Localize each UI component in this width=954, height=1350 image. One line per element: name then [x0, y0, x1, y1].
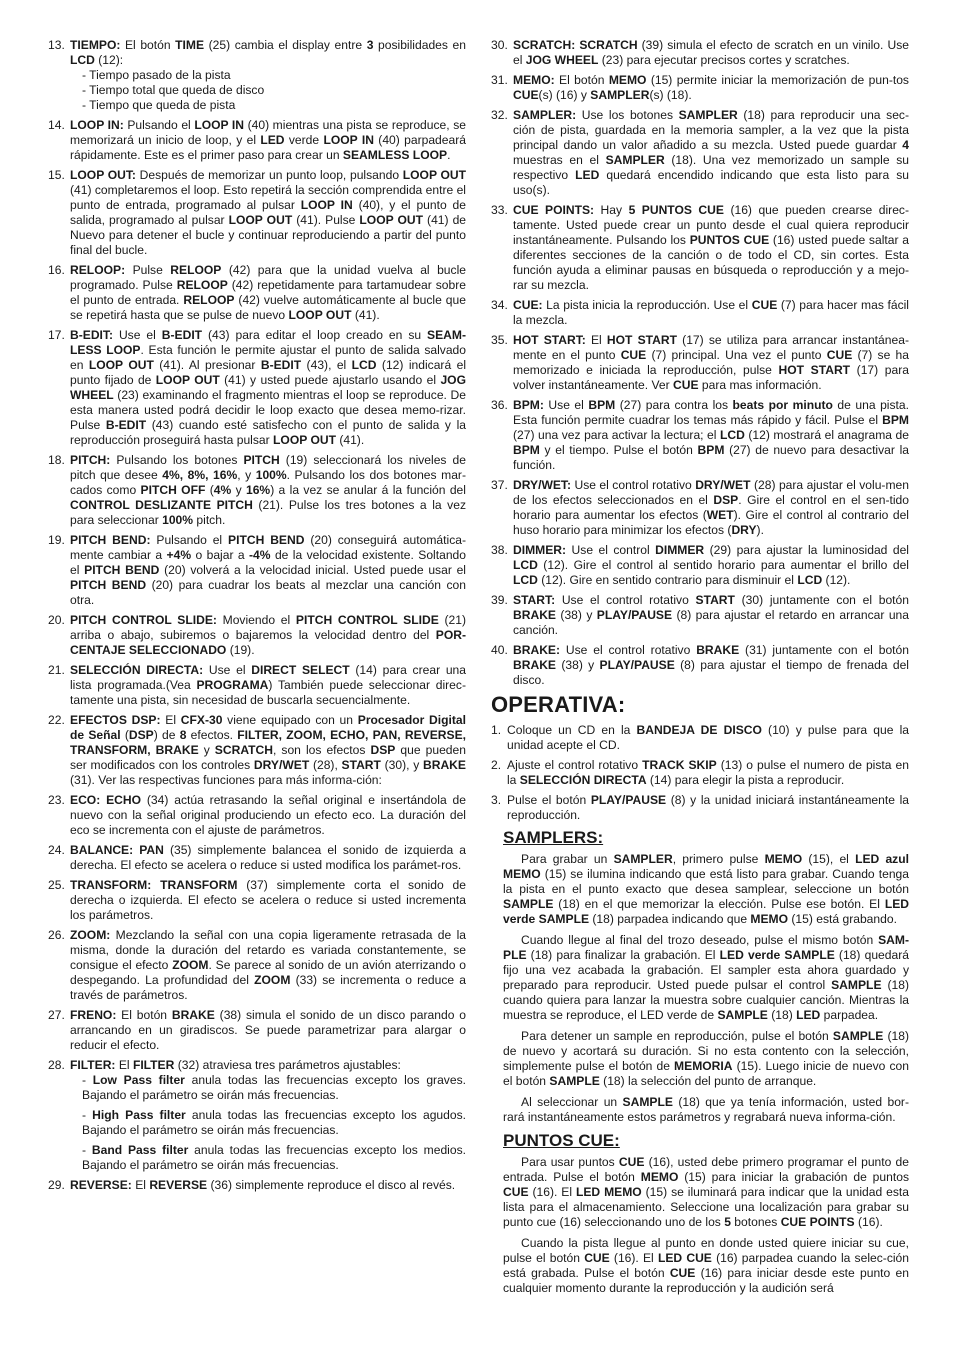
item-number: 28.	[48, 1058, 65, 1072]
item-number: 26.	[48, 928, 65, 942]
item-text: PITCH CONTROL SLIDE: Moviendo el PITCH CONTROL SLIDE (21) arriba o abajo, subiremos o bajaremos la velocidad dentro del POR-CENTAJE SELECCIONADO (19).	[70, 613, 467, 657]
numbered-item	[48, 168, 466, 258]
item-text: Coloque un CD en la BANDEJA DE DISCO (10) y pulse para que la unidad acepte el CD.	[507, 723, 910, 752]
cue-heading: PUNTOS CUE:	[503, 1131, 620, 1150]
item-text: PITCH: Pulsando los botones PITCH (19) seleccionará los niveles de pitch que desee 4%, 8%, 16%, y 100%. Pulsando los dos botones mar-cados como PITCH OFF (4% y 16%) a la vez se anular á la función del CONTROL DESLIZANTE PITCH (21). Pulse los tres botones a la vez para seleccionar 100% pitch.	[70, 453, 466, 527]
item-text: HOT START: El HOT START (17) se utiliza para arrancar instantánea-mente en el punto CUE (7) principal. Una vez el punto CUE (7) se ha memorizado e iniciada la reproducción, pulse HOT START (17) para volver instantáneamente. Ver CUE para mas información.	[513, 333, 909, 392]
item-text: MEMO: El botón MEMO (15) permite iniciar la memorización de pun-tos CUE(s) (16) y SAMPLER(s) (18).	[513, 73, 909, 102]
numbered-item	[48, 263, 466, 323]
item-number: 22.	[48, 713, 65, 727]
cue-section	[491, 1155, 909, 1296]
samplers-section	[491, 852, 909, 1125]
item-number: 1.	[491, 723, 502, 737]
numbered-item	[491, 73, 909, 103]
numbered-item	[48, 453, 466, 528]
item-number: 17.	[48, 328, 65, 342]
item-text: FILTER: El FILTER (32) atraviesa tres parámetros ajustables:	[70, 1058, 401, 1072]
item-number: 2.	[491, 758, 502, 772]
item-number: 30.	[491, 38, 508, 52]
paragraph: Para grabar un SAMPLER, primero pulse MEMO (15), el LED azul MEMO (15) se ilumina indicando que está listo para grabar. Cuando tenga la pista en el punto exacto que desea samplear, seleccione un botón SAMPLE (18) en el que memorizar la elección. Pulse ese botón. El LED verde SAMPLE (18) parpadea indicando que MEMO (15) está grabando.	[503, 852, 909, 926]
item-number: 33.	[491, 203, 508, 217]
item-number: 25.	[48, 878, 65, 892]
item-text: ZOOM: Mezclando la señal con una copia ligeramente retrasada de la misma, donde la duración del retardo es variada constantemente, se consigue el efecto ZOOM. Se parece al sonido de un avión aterrizando o despegando. La profundidad del ZOOM (33) se incrementa o reduce a través de parámetros.	[70, 928, 466, 1002]
numbered-item	[48, 613, 466, 658]
item-text: TRANSFORM: TRANSFORM (37) simplemente corta el sonido de derecha o izquierda. El efecto se acelera o reduce si usted incrementa los parámetros.	[70, 878, 466, 922]
left-column	[48, 38, 466, 1198]
numbered-item	[48, 1058, 466, 1173]
item-number: 15.	[48, 168, 65, 182]
item-text: DIMMER: Use el control DIMMER (29) para ajustar la luminosidad del LCD (12). Gire el control al sentido horario para aumentar el brillo del LCD (12). Gire en sentido contrario para disminuir el LCD (12).	[513, 543, 909, 587]
item-number: 37.	[491, 478, 508, 492]
item-number: 27.	[48, 1008, 65, 1022]
paragraph: Para usar puntos CUE (16), usted debe primero programar el punto de entrada. Pulse el botón MEMO (15) para iniciar la grabación de puntos CUE (16). El LED MEMO (15) se iluminará para indicar que la unidad esta lista para el almacenamiento. Seleccione una localización para grabar su punto cue (16) seleccionando uno de los 5 botones CUE POINTS (16).	[503, 1155, 910, 1229]
numbered-item	[48, 663, 466, 708]
numbered-item	[491, 723, 909, 753]
item-number: 31.	[491, 73, 508, 87]
numbered-item	[48, 38, 466, 113]
numbered-item	[48, 328, 466, 448]
numbered-item	[491, 38, 909, 68]
numbered-item	[491, 758, 909, 788]
paragraph: Al seleccionar un SAMPLE (18) que ya tenía información, usted bor-rará instantáneamente estos parámetros y regrabará nueva informa-ción.	[503, 1095, 909, 1124]
item-text: DRY/WET: Use el control rotativo DRY/WET (28) para ajustar el volu-men de los efectos seleccionados en el DSP. Gire el control en el sen-tido horario para aumentar los efectos (WET). Gire el control al contrario del huso horario para minimizar los efectos (DRY).	[513, 478, 910, 537]
item-text: SCRATCH: SCRATCH (39) simula el efecto de scratch en un vinilo. Use el JOG WHEEL (23) para ejecutar precisos cortes y scratches.	[513, 38, 909, 67]
item-text: LOOP OUT: Después de memorizar un punto loop, pulsando LOOP OUT (41) completaremos el loop. Esto repetirá la sección comprendida entre el punto de entrada, programado al pulsar LOOP IN (40), y el punto de salida, programado al pulsar LOOP OUT (41). Pulse LOOP OUT (41) de Nuevo para detener el bucle y continuar reproduciendo a partir del punto final del bucle.	[70, 168, 467, 257]
item-text: ECO: ECHO (34) actúa retrasando la señal original e insertándola de nuevo con la señal original produciendo un efecto eco. La duración del eco se incrementa con el ajuste de parámetros.	[70, 793, 466, 837]
item-number: 13.	[48, 38, 65, 52]
item-text: CUE: La pista inicia la reproducción. Use el CUE (7) para hacer mas fácil la mezcla.	[513, 298, 909, 327]
samplers-heading: SAMPLERS:	[503, 828, 604, 847]
item-number: 34.	[491, 298, 508, 312]
item-text: REVERSE: El REVERSE (36) simplemente reproduce el disco al revés.	[70, 1178, 456, 1192]
item-text: EFECTOS DSP: El CFX-30 viene equipado con un Procesador Digital de Señal (DSP) de 8 efectos. FILTER, ZOOM, ECHO, PAN, REVERSE, TRANSFORM, BRAKE y SCRATCH, son los efectos DSP que pueden ser modificados con los controles DRY/WET (28), START (30), y BRAKE (31). Ver las respectivas funciones para más informa-ción:	[70, 713, 467, 787]
item-number: 39.	[491, 593, 508, 607]
paragraph: Para detener un sample en reproducción, pulse el botón SAMPLE (18) de nuevo y acortará su duración. Si no esta contento con la selección, simplemente pulse el botón de MEMORIA (15). Luego inicie de nuevo con el botón SAMPLE (18) la selección del punto de arranque.	[503, 1029, 909, 1088]
item-text: LOOP IN: Pulsando el LOOP IN (40) mientras una pista se reproduce, se memorizará un inicio de loop, y el LED verde LOOP IN (40) parpadeará rápidamente. Este es el primer paso para crear un SEAMLESS LOOP.	[70, 118, 466, 162]
item-number: 32.	[491, 108, 508, 122]
item-text: BRAKE: Use el control rotativo BRAKE (31) juntamente con el botón BRAKE (38) y PLAY/PAUSE (8) para ajustar el tiempo de frenada del disco.	[513, 643, 909, 687]
item-text: SAMPLER: Use los botones SAMPLER (18) para reproducir una sec-ción de pista, guardada en la memoria sampler, a la vez que la pista principal dando un valor añadido a su mezcla. Usted puede guardar 4 muestras en el SAMPLER (18). Una vez memorizado un sample su respectivo LED quedará encendido indicando que esta listo para su uso(s).	[513, 108, 909, 197]
numbered-item	[48, 713, 466, 788]
numbered-item	[48, 533, 466, 608]
right-item-list	[491, 38, 909, 688]
item-number: 36.	[491, 398, 508, 412]
item-text: SELECCIÓN DIRECTA: Use el DIRECT SELECT (14) para crear una lista programada.(Vea PROGRAMA) También puede seleccionar direc-tamente una pista, sin necesidad de buscarla secuencialmente.	[70, 663, 467, 707]
numbered-item	[48, 878, 466, 923]
item-number: 16.	[48, 263, 65, 277]
item-number: 14.	[48, 118, 65, 132]
numbered-item	[48, 118, 466, 163]
item-number: 21.	[48, 663, 65, 677]
paragraph: Cuando la pista llegue al punto en donde usted quiere iniciar su cue, pulse el botón CUE (16). El LED CUE (16) parpadea cuando la selec-ción está grabada. Pulse el botón CUE (16) para iniciar desde este punto en cualquier momento durante la reproducción y la audición será	[503, 1236, 910, 1295]
item-number: 40.	[491, 643, 508, 657]
item-number: 35.	[491, 333, 508, 347]
sub-paragraph: - Low Pass filter anula todas las frecuencias excepto los graves. Bajando el parámetro se oirán más frecuencias.	[82, 1073, 466, 1102]
numbered-item	[48, 843, 466, 873]
item-text: B-EDIT: Use el B-EDIT (43) para editar el loop creado en su SEAM-LESS LOOP. Esta función le permite ajustar el punto de salida salvado en LOOP OUT (41). Al presionar B-EDIT (43), el LCD (12) indicará el punto fijado de LOOP OUT (41) y usted puede ajustarlo usando el JOG WHEEL (23) examinando el fragmento mientras el loop se reproduce. De esta manera usted podrá decidir le loop exacto que desea memo-rizar. Pulse B-EDIT (43) cuando esté satisfecho con el punto de salida y la reproducción proseguirá hasta pulsar LOOP OUT (41).	[70, 328, 467, 447]
item-text: START: Use el control rotativo START (30) juntamente con el botón BRAKE (38) y PLAY/PAUSE (8) para ajustar el retardo en arrancar una canción.	[513, 593, 910, 637]
numbered-item	[491, 333, 909, 393]
numbered-item	[491, 398, 909, 473]
sub-paragraph: - High Pass filter anula todas las frecuencias excepto los agudos. Bajando el parámetro se oirán más frecuencias.	[82, 1108, 467, 1137]
numbered-item	[491, 298, 909, 328]
numbered-item	[48, 1008, 466, 1053]
item-text: CUE POINTS: Hay 5 PUNTOS CUE (16) que pueden crearse direc-tamente. Usted puede crear un punto desde el cual quiera reproducir instantáneamente. Pulsando los PUNTOS CUE (16) usted puede saltar a diferentes secciones de la canción o de todo el CD, sin cortes. Esta función ayuda a eliminar pausas en búsqueda o reproducción y a mejo-rar su mezcla.	[513, 203, 909, 292]
item-number: 18.	[48, 453, 65, 467]
item-number: 19.	[48, 533, 65, 547]
numbered-item	[48, 793, 466, 838]
item-number: 20.	[48, 613, 65, 627]
item-text: RELOOP: Pulse RELOOP (42) para que la unidad vuelva al bucle programado. Pulse RELOOP (42) repetidamente para tartamudear sobre el punto de entrada. RELOOP (42) vuelve automáticamente al bucle que se repetirá hasta que se pulse de nuevo LOOP OUT (41).	[70, 263, 466, 322]
item-number: 29.	[48, 1178, 65, 1192]
operativa-heading: OPERATIVA:	[491, 692, 626, 717]
sub-line: - Tiempo pasado de la pista	[82, 68, 231, 82]
numbered-item	[491, 593, 909, 638]
item-text: BALANCE: PAN (35) simplemente balancea el sonido de izquierda a derecha. El efecto se acelera o reduce si usted modifica los parámet-ros.	[70, 843, 466, 872]
numbered-item	[48, 1178, 466, 1193]
sub-line: - Tiempo que queda de pista	[82, 98, 236, 112]
item-text: PITCH BEND: Pulsando el PITCH BEND (20) conseguirá automática-mente cambiar a +4% o bajar a -4% de la velocidad existente. Soltando el PITCH BEND (20) volverá a la velocidad inicial. Usted puede usar el PITCH BEND (20) para cuadrar los beats al mezclar una canción con otra.	[70, 533, 467, 607]
numbered-item	[491, 108, 909, 198]
sub-line: - Tiempo total que queda de disco	[82, 83, 265, 97]
item-number: 3.	[491, 793, 502, 807]
item-text: BPM: Use el BPM (27) para contra los beats por minuto de una pista. Esta función permite cuadrar los temas más rápido y fácil. Pulse el BPM (27) una vez para activar la lectura; el LCD (12) mostrará el anagrama de BPM y el tiempo. Pulse el botón BPM (27) de nuevo para desactivar la función.	[513, 398, 909, 472]
numbered-item	[491, 478, 909, 538]
paragraph: Cuando llegue al final del trozo deseado, pulse el mismo botón SAM-PLE (18) para finalizar la grabación. El LED verde SAMPLE (18) quedará fijo una vez acabada la grabación. El sampler esta ahora guardado y preparado para reproducir. Usted puede pulsar el control SAMPLE (18) cuando quiera para lanzar la muestra sobre cualquier canción. Mientras la muestra se reproduce, el LED verde de SAMPLE (18) LED parpadea.	[503, 933, 909, 1022]
numbered-item	[491, 643, 909, 688]
numbered-item	[491, 203, 909, 293]
item-text: Pulse el botón PLAY/PAUSE (8) y la unidad iniciará instantáneamente la reproducción.	[507, 793, 910, 822]
item-number: 38.	[491, 543, 508, 557]
item-number: 23.	[48, 793, 65, 807]
item-number: 24.	[48, 843, 65, 857]
operativa-list	[491, 723, 909, 823]
item-text: FRENO: El botón BRAKE (38) simula el sonido de un disco parando o arrancando en un giradiscos. Se puede parametrizar para alargar o reducir el efecto.	[70, 1008, 466, 1052]
item-text: Ajuste el control rotativo TRACK SKIP (13) o pulse el numero de pista en la SELECCIÓN DIRECTA (14) para elegir la pista a reproducir.	[507, 758, 909, 787]
sub-paragraph: - Band Pass filter anula todas las frecuencias excepto los medios. Bajando el parámetro se oirán más frecuencias.	[82, 1143, 466, 1172]
numbered-item	[491, 793, 909, 823]
numbered-item	[491, 543, 909, 588]
numbered-item	[48, 928, 466, 1003]
right-column	[491, 38, 909, 1302]
item-text: TIEMPO: El botón TIME (25) cambia el display entre 3 posibilidades en LCD (12):	[70, 38, 466, 67]
